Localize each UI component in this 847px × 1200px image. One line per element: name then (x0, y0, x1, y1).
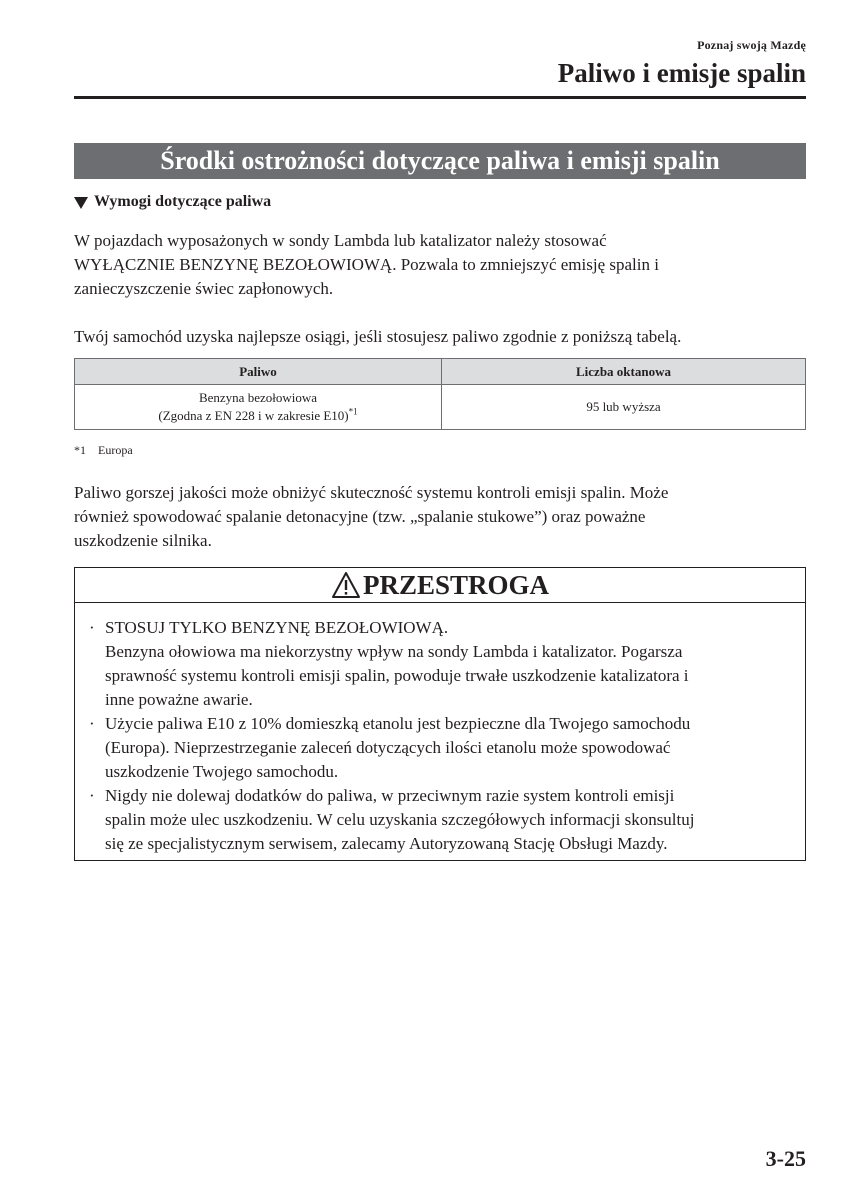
list-item (89, 616, 805, 712)
paragraph-line: uszkodzenie silnika. (74, 531, 212, 550)
caution-header (75, 568, 805, 603)
triangle-down-icon (74, 197, 88, 209)
bullet: · (89, 714, 95, 733)
header-kicker: Poznaj swoją Mazdę (697, 38, 806, 52)
list-item-line: STOSUJ TYLKO BENZYNĘ BEZOŁOWIOWĄ. (105, 618, 449, 637)
list-item-line: sprawność systemu kontroli emisji spalin, powoduje trwałe uszkodzenie katalizatora i (105, 666, 689, 685)
caution-list (75, 603, 805, 856)
paragraph-poor-fuel (74, 481, 814, 553)
footnote-text: Europa (98, 443, 133, 457)
bullet: · (89, 618, 95, 637)
footnote (74, 443, 133, 458)
table-row (75, 385, 806, 430)
paragraph-line: W pojazdach wyposażonych w sondy Lambda lub katalizator należy stosować (74, 231, 607, 250)
subheading (74, 193, 271, 211)
paragraph-line: zanieczyszczenie świec zapłonowych. (74, 279, 334, 298)
list-item (89, 712, 805, 784)
paragraph-line: WYŁĄCZNIE BENZYNĘ BEZOŁOWIOWĄ. Pozwala to zmniejszyć emisję spalin i (74, 255, 659, 274)
paragraph-line: Paliwo gorszej jakości może obniżyć skuteczność systemu kontroli emisji spalin. Może (74, 483, 669, 502)
caution-box (74, 567, 806, 861)
footnote-mark: *1 (74, 443, 86, 457)
paragraph-performance (74, 325, 814, 349)
subheading-label: Wymogi dotyczące paliwa (94, 193, 272, 210)
warning-triangle-icon (331, 571, 361, 599)
header-divider (74, 96, 806, 99)
list-item-line: inne poważne awarie. (105, 690, 253, 709)
caution-title: PRZESTROGA (362, 569, 550, 600)
fuel-name: Benzyna bezołowiowa (198, 390, 318, 405)
table-header-octane: Liczba oktanowa (442, 359, 806, 385)
paragraph-fuel-requirement (74, 229, 814, 301)
bullet: · (89, 786, 95, 805)
table-header-row (75, 359, 806, 385)
paragraph-line: również spowodować spalanie detonacyjne (tzw. „spalanie stukowe”) oraz poważne (74, 507, 646, 526)
section-banner: Środki ostrożności dotyczące paliwa i emisji spalin (74, 143, 806, 179)
list-item-line: Użycie paliwa E10 z 10% domieszką etanolu jest bezpieczne dla Twojego samochodu (105, 714, 691, 733)
list-item-line: (Europa). Nieprzestrzeganie zaleceń dotyczących ilości etanolu może spowodować (105, 738, 671, 757)
list-item-line: Nigdy nie dolewaj dodatków do paliwa, w przeciwnym razie system kontroli emisji (105, 786, 675, 805)
table-cell-octane: 95 lub wyższa (442, 385, 806, 430)
list-item-line: spalin może ulec uszkodzeniu. W celu uzyskania szczegółowych informacji skonsultuj (105, 810, 695, 829)
list-item (89, 784, 805, 856)
fuel-table (74, 358, 806, 430)
list-item-line: się ze specjalistycznym serwisem, zalecamy Autoryzowaną Stację Obsługi Mazdy. (105, 834, 668, 853)
paragraph-line: Twój samochód uzyska najlepsze osiągi, jeśli stosujesz paliwo zgodnie z poniższą tabelą. (74, 327, 682, 346)
table-cell-fuel (75, 385, 442, 430)
page-number: 3-25 (765, 1146, 806, 1171)
table-header-fuel: Paliwo (75, 359, 442, 385)
list-item-line: Benzyna ołowiowa ma niekorzystny wpływ na sondy Lambda i katalizator. Pogarsza (105, 642, 683, 661)
page-title: Paliwo i emisje spalin (557, 58, 806, 88)
list-item-line: uszkodzenie Twojego samochodu. (105, 762, 339, 781)
footnote-reference: *1 (348, 406, 358, 417)
fuel-standard: (Zgodna z EN 228 i w zakresie E10) (158, 408, 349, 423)
